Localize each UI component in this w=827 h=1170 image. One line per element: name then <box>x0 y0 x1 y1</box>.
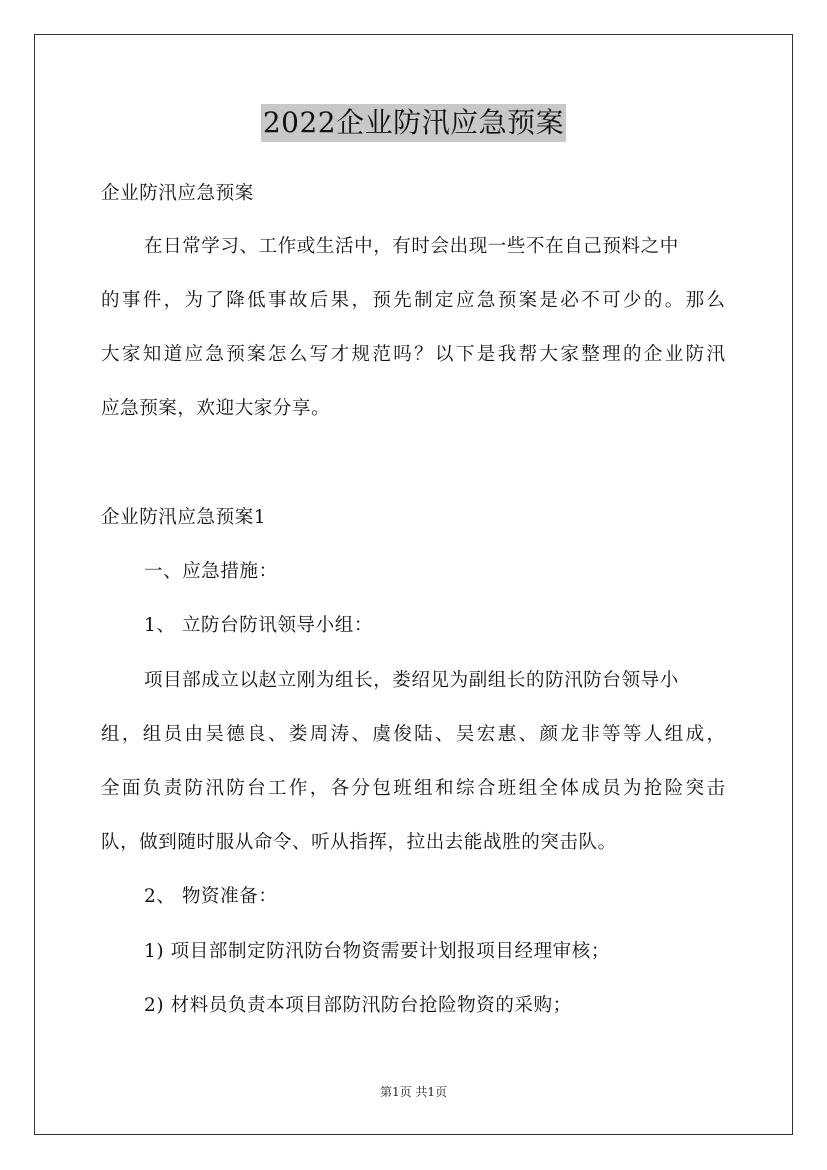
heading-emergency-measures: 一、应急措施： <box>144 561 278 582</box>
paragraph-line-1: 项目部成立以赵立刚为组长，娄绍见为副组长的防汛防台领导小 <box>144 670 679 691</box>
document-subtitle: 企业防汛应急预案 <box>101 183 254 204</box>
intro-line-2: 的事件，为了降低事故后果，预先制定应急预案是必不可少的。那么 <box>101 290 725 311</box>
item-materials: 2、 物资准备： <box>144 886 278 907</box>
intro-line-1: 在日常学习、工作或生活中，有时会出现一些不在自己预料之中 <box>144 236 679 257</box>
paragraph-line-3: 全面负责防汛防台工作，各分包班组和综合班组全体成员为抢险突击 <box>101 778 725 799</box>
title-container <box>0 104 827 142</box>
paragraph-line-2: 组，组员由吴德良、娄周涛、虞俊陆、吴宏惠、颜龙非等等人组成， <box>101 724 725 745</box>
sub-item-1: 1) 项目部制定防汛防台物资需要计划报项目经理审核； <box>144 941 610 962</box>
intro-line-4: 应急预案，欢迎大家分享。 <box>101 398 331 419</box>
section-title: 企业防汛应急预案1 <box>101 507 267 528</box>
sub-item-2: 2) 材料员负责本项目部防汛防台抢险物资的采购； <box>144 995 572 1016</box>
item-leadership-group: 1、 立防台防讯领导小组： <box>144 615 373 636</box>
paragraph-line-4: 队，做到随时服从命令、听从指挥，拉出去能战胜的突击队。 <box>101 832 617 853</box>
document-title: 2022企业防汛应急预案 <box>261 104 566 142</box>
page-number: 第1页 共1页 <box>379 1085 448 1099</box>
intro-line-3: 大家知道应急预案怎么写才规范吗？以下是我帮大家整理的企业防汛 <box>101 344 725 365</box>
